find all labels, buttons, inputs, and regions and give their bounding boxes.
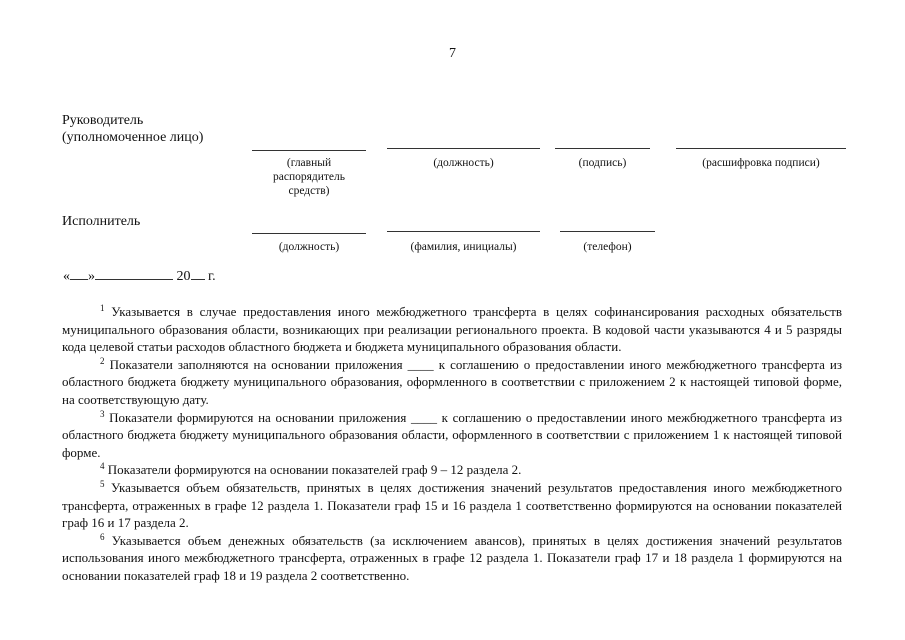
footnote-number: 5 (100, 478, 105, 489)
executor-position-caption: (должность) (278, 241, 340, 253)
executor-position-line (252, 233, 366, 234)
footnote-text: Показатели формируются на основании приложения ____ к соглашению о предоставлении иного межбюджетного трансферта из областного бюджета бюджету муниципального образования области, оформленного в соответствии с приложением 1 к настоящей типовой форме. (62, 409, 842, 460)
date-close-quote: » (88, 269, 95, 284)
executor-phone-caption: (телефон) (583, 241, 632, 253)
executor-phone-line (560, 231, 655, 232)
footnote-number: 3 (100, 408, 105, 419)
head-label-line2: (уполномоченное лицо) (62, 130, 204, 145)
footnote-text: Указывается в случае предоставления иного межбюджетного трансферта в целях софинансирования расходных обязательств муниципального образования области, возникающих при реализации регионального проекта. В кодовой части указываются 4 и 5 разряды кода целевой статьи расходов областного бюджета и бюджета муниципального образования области. (62, 304, 843, 355)
date-year-blank (191, 266, 205, 280)
distributor-caption-line2: распорядитель (272, 171, 346, 183)
date-year-prefix: 20 (176, 269, 191, 284)
distributor-caption (246, 156, 372, 198)
footnote (62, 461, 842, 479)
footnote-text: Указывается объем обязательств, принятых в целях достижения значений результатов предоставления иного межбюджетного трансферта, отраженных в графе 12 раздела 1. Показатели граф 15 и 16 раздела 1 соответственно формируются на основании показателей граф 16 и 17 раздела 2. (62, 479, 843, 531)
head-decoding-caption: (расшифровка подписи) (702, 157, 820, 169)
date-day-blank (70, 266, 88, 280)
head-position-caption: (должность) (433, 157, 494, 169)
date-line (63, 266, 216, 285)
date-open-quote: « (63, 269, 70, 284)
executor-name-caption: (фамилия, инициалы) (410, 241, 517, 253)
page-number: 7 (449, 46, 456, 61)
date-month-blank (95, 266, 173, 280)
footnote-number: 2 (100, 355, 105, 366)
distributor-line (252, 150, 366, 151)
footnote (62, 303, 842, 356)
head-position-line (387, 148, 540, 149)
footnote-text: Показатели заполняются на основании приложения ____ к соглашению о предоставлении иного межбюджетного трансферта из областного бюджета бюджету муниципального образования, оформленного в соответствии с приложением 2 к настоящей типовой форме, на соответствующую дату. (62, 356, 843, 407)
footnote-number: 6 (100, 531, 105, 542)
footnote-text: Указывается объем денежных обязательств (за исключением авансов), принятых в целях достижения значений результатов использования иного межбюджетного трансферта, отраженных в графе 12 раздела 1. Показатели граф 17 и 18 раздела 1 формируются на основании показателей граф 18 и 19 раздела 2 соответственно. (62, 532, 842, 583)
executor-name-line (387, 231, 540, 232)
footnote (62, 356, 842, 409)
distributor-caption-line3: средств) (288, 185, 330, 197)
footnote-number: 4 (100, 461, 105, 472)
footnotes (62, 303, 842, 585)
footnote (62, 409, 842, 462)
head-signature-line (555, 148, 650, 149)
head-label-line1: Руководитель (62, 113, 144, 128)
footnote-number: 1 (100, 303, 105, 313)
footnote-text: Показатели формируются на основании показателей граф 9 – 12 раздела 2. (107, 462, 522, 478)
executor-label: Исполнитель (62, 214, 141, 229)
date-year-suffix: г. (208, 269, 216, 284)
footnote (62, 532, 842, 585)
footnote (62, 479, 842, 532)
head-decoding-line (676, 148, 846, 149)
distributor-caption-line1: (главный (286, 157, 332, 169)
head-signature-caption: (подпись) (578, 157, 627, 169)
head-label (62, 112, 203, 146)
